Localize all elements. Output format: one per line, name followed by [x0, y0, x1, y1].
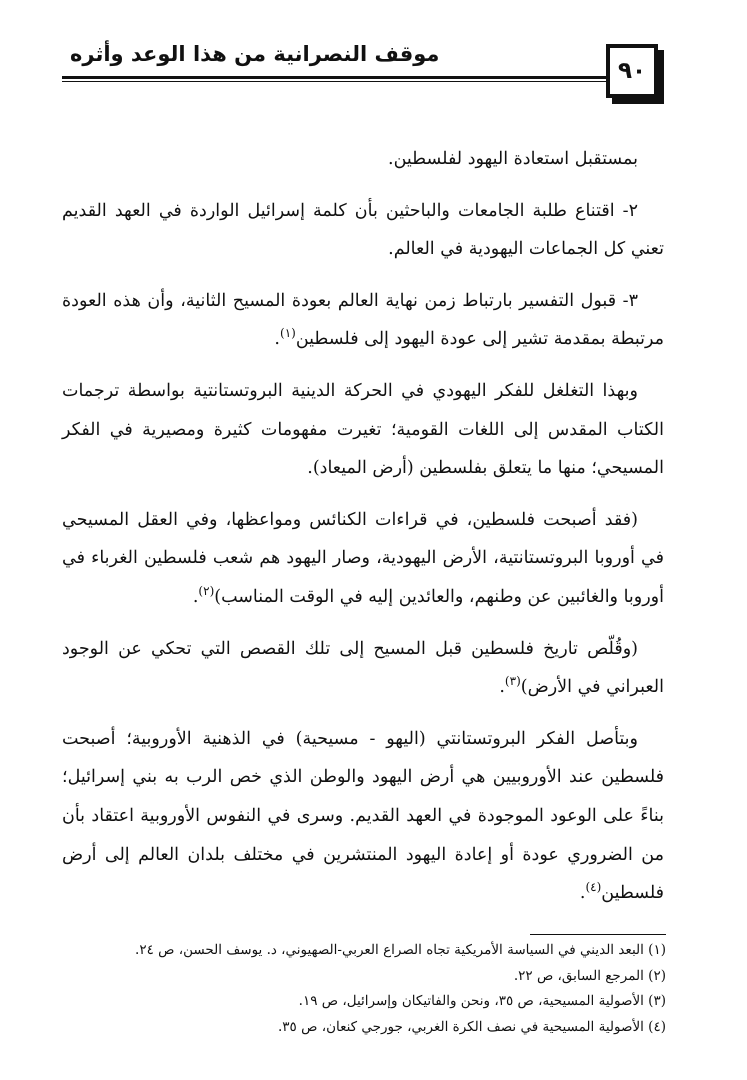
footnote-ref[interactable]: (٤) [585, 880, 602, 895]
footnote: (٤) الأصولية المسيحية في نصف الكرة الغربي، جورجي كنعان، ص ٣٥. [278, 1018, 666, 1035]
footnote: (٢) المرجع السابق، ص ٢٢. [513, 967, 666, 984]
paragraph-text: ٣- قبول التفسير بارتباط زمن نهاية العالم بعودة المسيح الثانية، وأن هذه العودة مرتبطة بمقدمة تشير إلى عودة اليهود إلى فلسطين [62, 290, 664, 350]
footnote: (٣) الأصولية المسيحية، ص ٣٥، ونحن والفاتيكان وإسرائيل، ص ١٩. [298, 993, 666, 1009]
footnote: (١) البعد الديني في السياسة الأمريكية تجاه الصراع العربي-الصهيوني، د. يوسف الحسن، ص ٢٤. [135, 942, 666, 958]
paragraph-5 [62, 501, 664, 617]
paragraph-text: (وقُلّص تاريخ فلسطين قبل المسيح إلى تلك القصص التي تحكي عن الوجود العبراني في الأرض) [62, 638, 664, 698]
paragraph-7 [62, 720, 664, 913]
header-rule-thin [62, 81, 606, 82]
paragraph-text: وبهذا التغلغل للفكر اليهودي في الحركة الدينية البروتستانتية بواسطة ترجمات الكتاب المقدس إلى اللغات القومية؛ تغيرت مفهومات كثيرة ومصيرية في الفكر المسيحي؛ منها ما يتعلق بفلسطين (أرض الميعاد). [62, 380, 664, 479]
footnote-ref[interactable]: (٢) [198, 584, 215, 599]
footnote-ref[interactable]: (١) [280, 326, 296, 341]
paragraph-6 [62, 630, 664, 707]
paragraph-text: (فقد أصبحت فلسطين، في قراءات الكنائس ومواعظها، وفي العقل المسيحي في أوروبا البروتستانتية، الأرض اليهودية، وصار اليهود هم شعب فلسطين الغرباء في أوروبا والغائبين عن وطنهم، والعائدين إليه في الوقت المناسب) [62, 509, 664, 607]
page-number: ٩٠ [606, 44, 658, 98]
paragraph-1 [62, 140, 664, 179]
paragraph-3 [62, 282, 664, 359]
paragraph-tail: . [274, 329, 280, 350]
paragraph-tail: . [499, 677, 505, 698]
main-text [62, 140, 664, 913]
paragraph-4 [62, 372, 664, 488]
paragraph-text: بمستقبل استعادة اليهود لفلسطين. [388, 149, 638, 169]
footnotes [62, 938, 666, 1040]
paragraph-tail: . [579, 883, 586, 904]
running-title: موقف النصرانية من هذا الوعد وأثره [70, 42, 440, 66]
paragraph-text: ٢- اقتناع طلبة الجامعات والباحثين بأن كلمة إسرائيل الواردة في العهد القديم تعني كل الجماعات اليهودية في العالم. [62, 200, 664, 260]
paragraph-tail: . [192, 586, 199, 607]
paragraph-text: وبتأصل الفكر البروتستانتي (اليهو - مسيحية) في الذهنية الأوروبية؛ أصبحت فلسطين عند الأوروبيين هي أرض اليهود والوطن الذي خص الرب به بني إسرائيل؛ بناءً على الوعود الموجودة في العهد القديم. وسرى في النفوس الأوروبية اعتقاد بأن من الضروري عودة أو إعادة اليهود المنتشرين في مختلف بلدان العالم إلى أرض فلسطين [62, 728, 664, 904]
footnote-separator [530, 934, 666, 935]
header-rule [62, 76, 606, 79]
footnote-ref[interactable]: (٣) [504, 674, 521, 689]
paragraph-2 [62, 192, 664, 269]
